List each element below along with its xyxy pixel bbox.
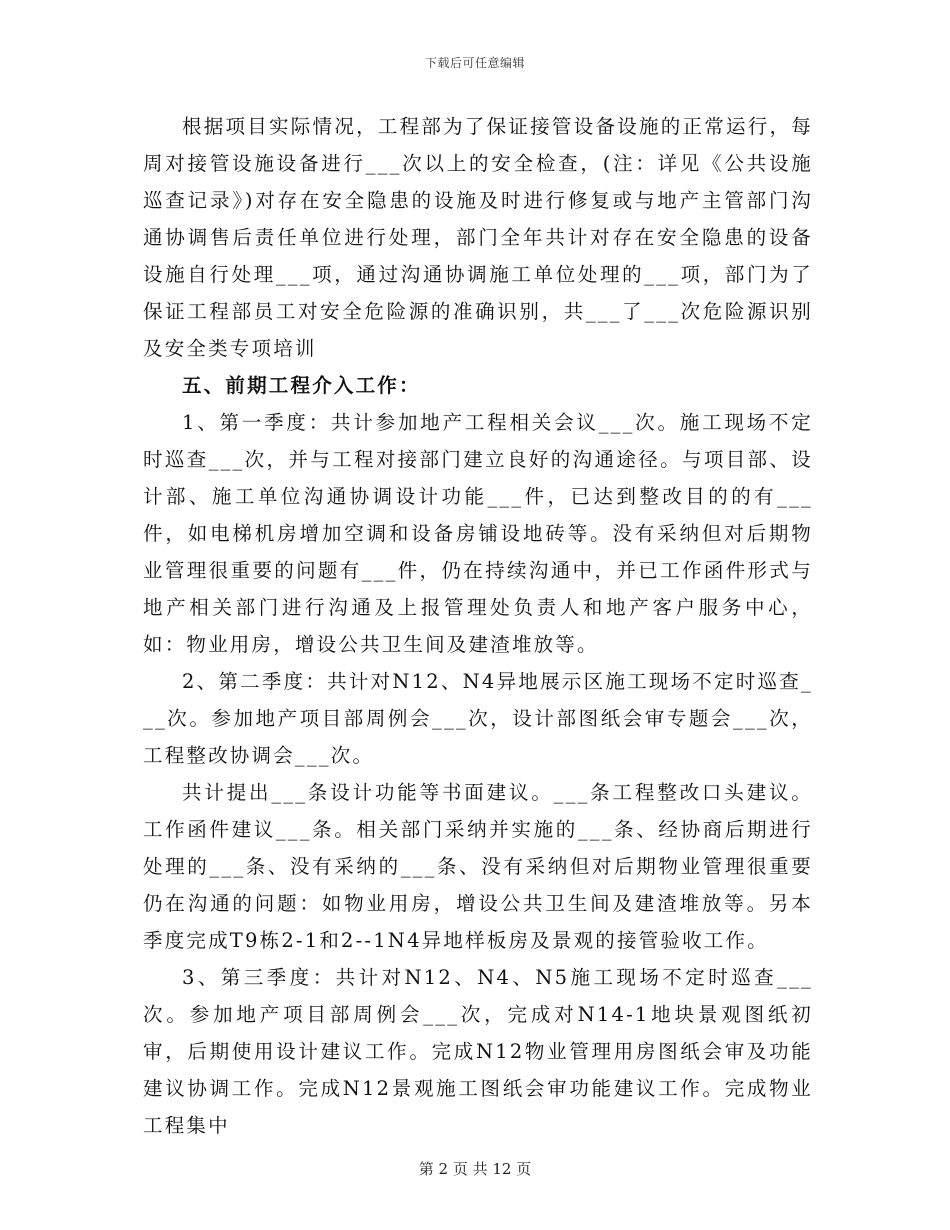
paragraph-q1: 1、第一季度：共计参加地产工程相关会议___次。施工现场不定时巡查___次，并与工程对接部门建立良好的沟通途径。与项目部、设计部、施工单位沟通协调设计功能___件，已达到整改目的的有___件，如电梯机房增加空调和设备房铺设地砖等。没有采纳但对后期物业管理很重要的问题有___件，仍在持续沟通中，并已工作函件形式与地产相关部门进行沟通及上报管理处负责人和地产客户服务中心，如：物业用房，增设公共卫生间及建渣堆放等。 [143, 411, 813, 656]
section-heading-early-engineering: 五、前期工程介入工作： [182, 374, 421, 397]
paragraph-q3: 3、第三季度：共计对N12、N4、N5施工现场不定时巡查___次。参加地产项目部周例会___次，完成对N14-1地块景观图纸初审，后期使用设计建议工作。完成N12物业管理用房图纸会审及功能建议协调工作。完成N12景观施工图纸会审功能建议工作。完成物业工程集中 [143, 966, 813, 1137]
paragraph-q2-suggestions: 共计提出___条设计功能等书面建议。___条工程整改口头建议。工作函件建议___条。相关部门采纳并实施的___条、经协商后期进行处理的___条、没有采纳的___条、没有采纳但对后期物业管理很重要仍在沟通的问题：如物业用房，增设公共卫生间及建渣堆放等。另本季度完成T9栋2-1和2--1N4异地样板房及景观的接管验收工作。 [143, 781, 813, 952]
page-number: 第 2 页 共 12 页 [418, 1160, 532, 1178]
document-body [143, 108, 813, 1144]
paragraph-q2: 2、第二季度：共计对N12、N4异地展示区施工现场不定时巡查___次。参加地产项目部周例会___次，设计部图纸会审专题会___次，工程整改协调会___次。 [143, 670, 813, 767]
paragraph-safety-inspection: 根据项目实际情况，工程部为了保证接管设备设施的正常运行，每周对接管设施设备进行___次以上的安全检查，(注：详见《公共设施巡查记录》)对存在安全隐患的设施及时进行修复或与地产主管部门沟通协调售后责任单位进行处理，部门全年共计对存在安全隐患的设备设施自行处理___项，通过沟通协调施工单位处理的___项，部门为了保证工程部员工对安全危险源的准确识别，共___了___次危险源识别及安全类专项培训 [143, 115, 813, 360]
page-header-note: 下载后可任意编辑 [424, 56, 525, 70]
